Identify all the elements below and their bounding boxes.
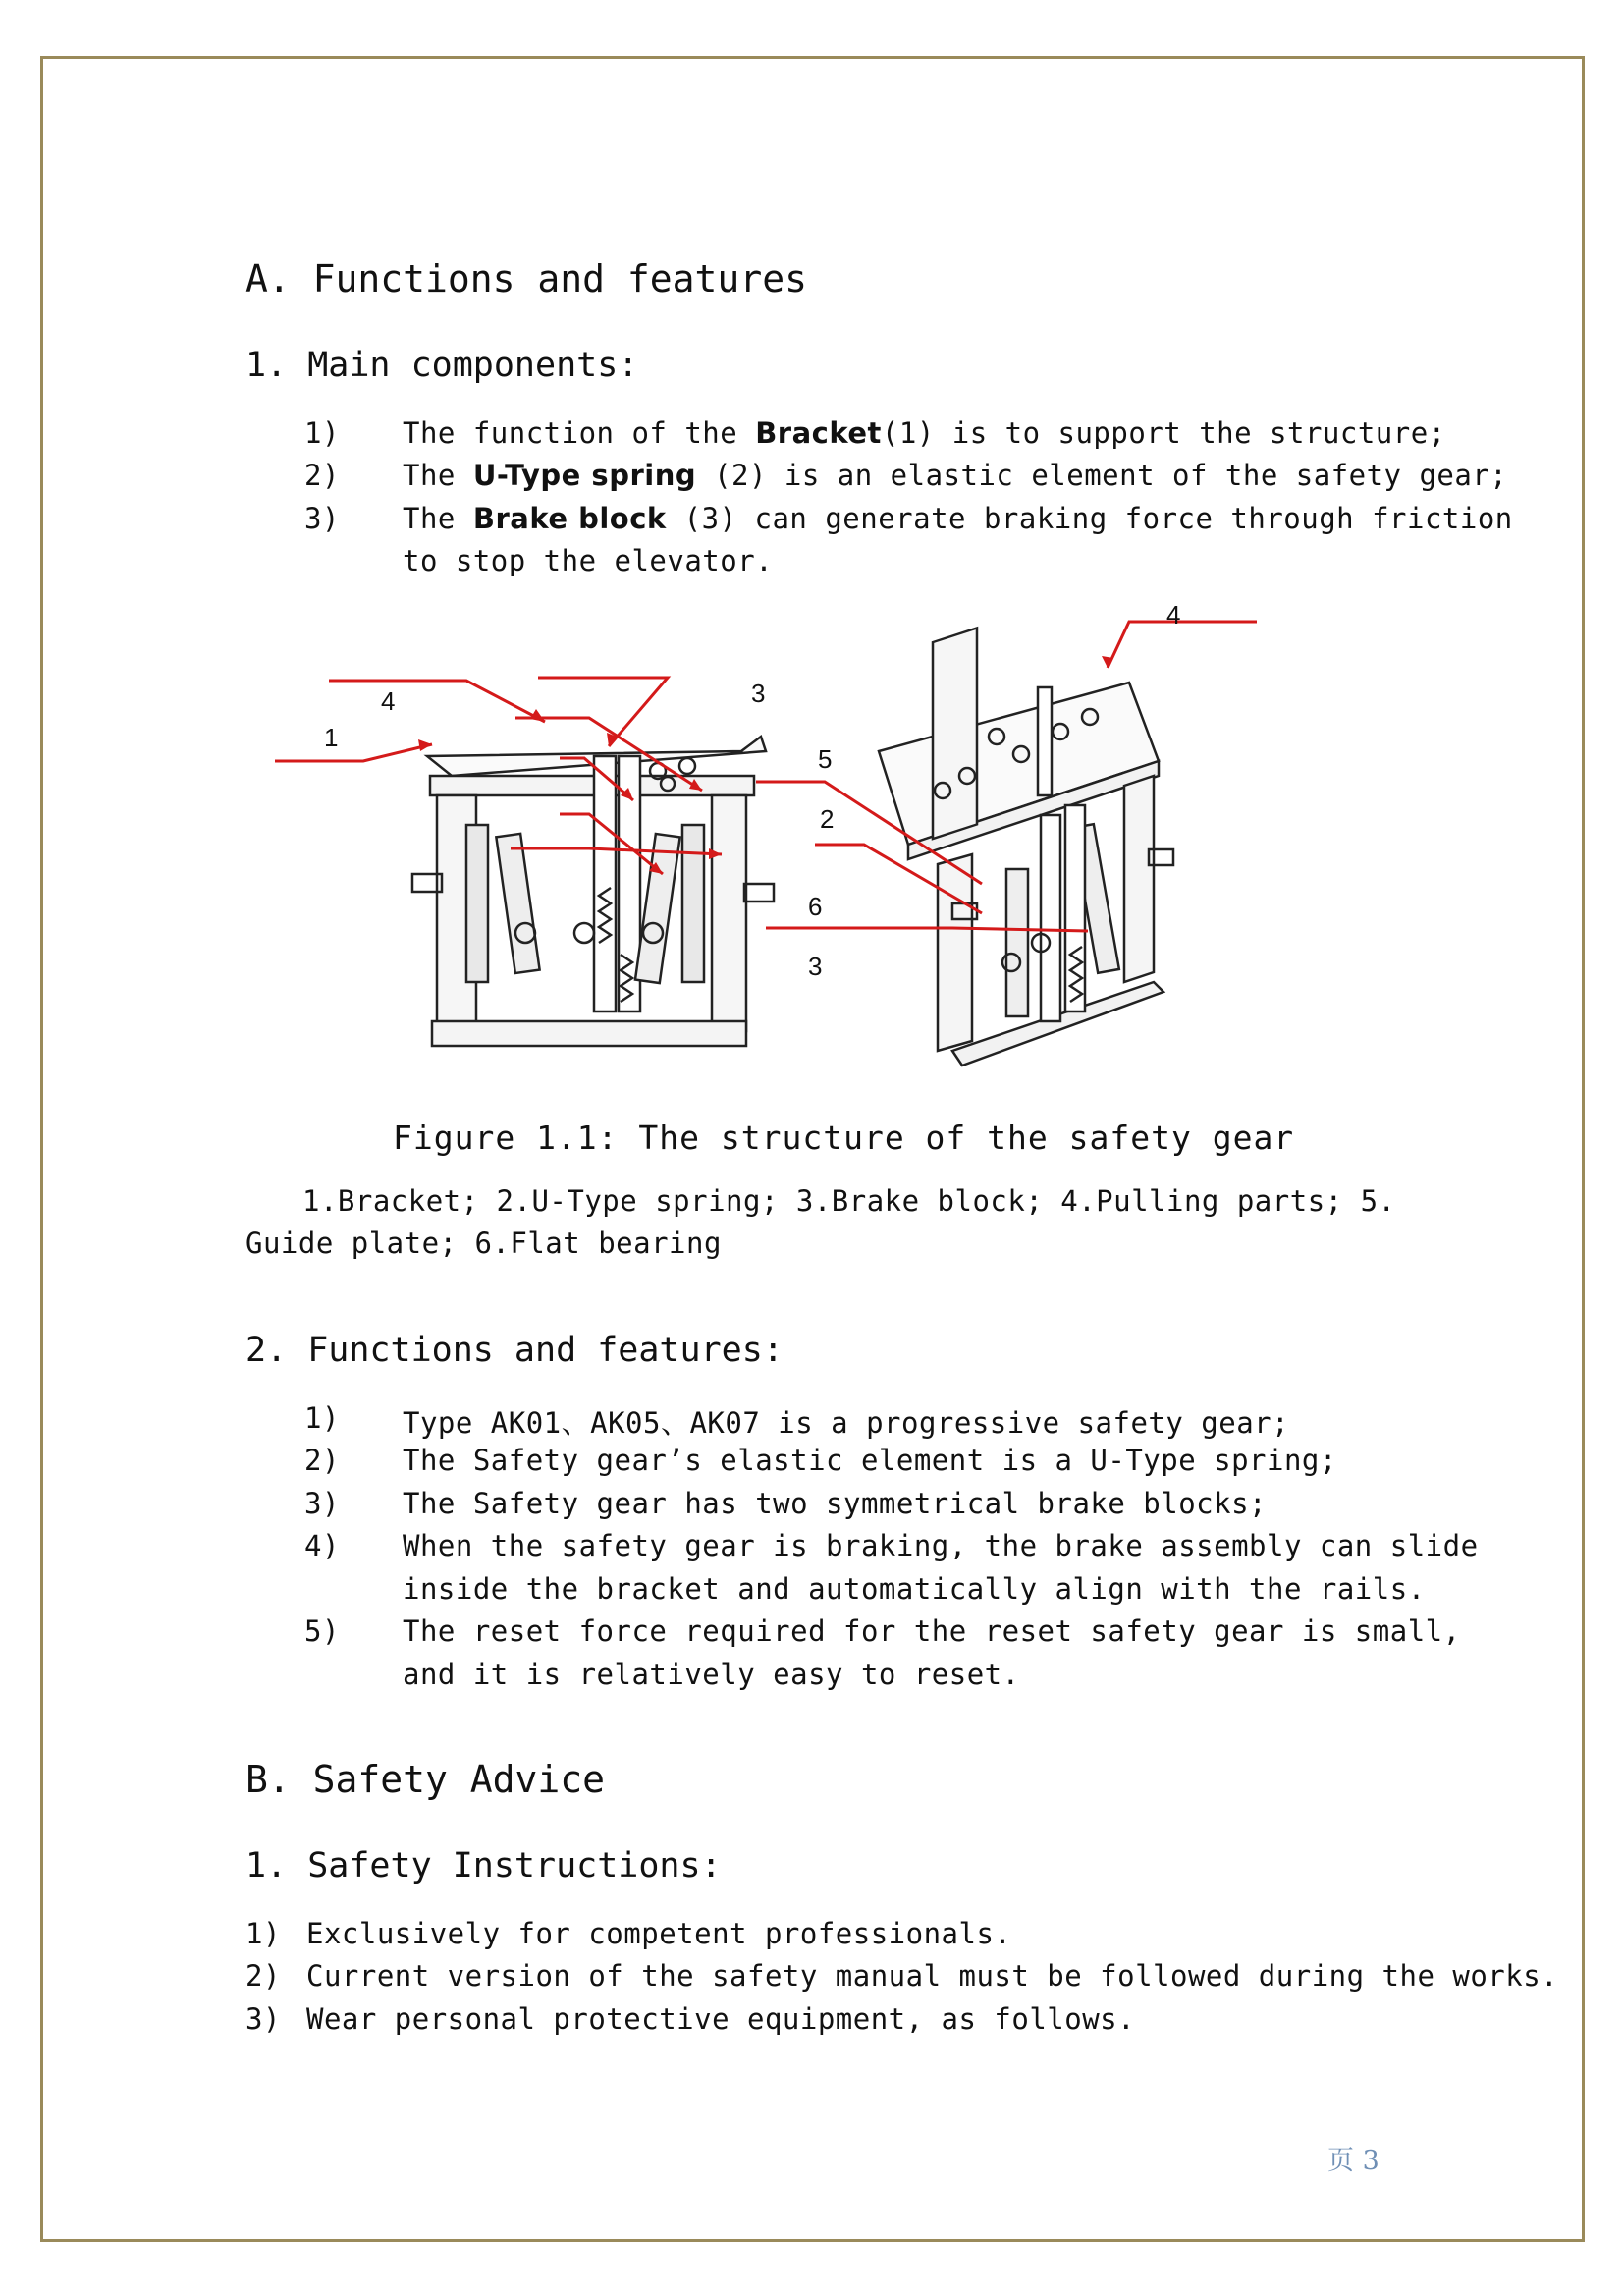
callout-label: 5: [818, 744, 833, 774]
list-item: The function of the Bracket(1) is to support the structure;: [403, 416, 1446, 450]
callout-label: 2: [820, 804, 835, 834]
list-item: The reset force required for the reset safety gear is small,: [403, 1614, 1461, 1648]
figure-legend-line2: Guide plate; 6.Flat bearing: [245, 1227, 722, 1260]
list-item: The U-Type spring (2) is an elastic element of the safety gear;: [403, 459, 1508, 492]
list-item: When the safety gear is braking, the brake assembly can slide: [403, 1529, 1479, 1562]
list-number: 4): [304, 1529, 340, 1562]
callout-label: 4: [1166, 600, 1181, 629]
list-item: Exclusively for competent professionals.: [306, 1917, 1012, 1950]
safety-instructions-heading: 1. Safety Instructions:: [245, 1846, 722, 1886]
callout-label: 6: [808, 892, 823, 921]
list-number: 5): [304, 1614, 340, 1648]
functions-features-heading: 2. Functions and features:: [245, 1331, 784, 1370]
callout-label: 4: [381, 686, 396, 716]
list-item: Type AK01、AK05、AK07 is a progressive safety gear;: [403, 1406, 1290, 1440]
safety-gear-figure: [265, 589, 1276, 1070]
list-number: 2): [245, 1959, 281, 1993]
list-item-continuation: to stop the elevator.: [403, 544, 774, 577]
callout-label: 1: [324, 723, 339, 752]
figure-legend-line1: 1.Bracket; 2.U-Type spring; 3.Brake block; 4.Pulling parts; 5.: [302, 1184, 1396, 1218]
figure-caption: Figure 1.1: The structure of the safety gear: [393, 1119, 1295, 1157]
list-number: 3): [245, 2002, 281, 2036]
list-number: 2): [304, 459, 340, 492]
section-b-heading: B. Safety Advice: [245, 1758, 606, 1801]
section-a-heading: A. Functions and features: [245, 257, 807, 301]
list-number: 3): [304, 502, 340, 535]
list-number: 1): [245, 1917, 281, 1950]
list-number: 2): [304, 1444, 340, 1477]
list-number: 1): [304, 1401, 340, 1435]
main-components-heading: 1. Main components:: [245, 346, 639, 385]
list-item: Wear personal protective equipment, as follows.: [306, 2002, 1136, 2036]
list-number: 3): [304, 1487, 340, 1520]
callout-label: 3: [808, 952, 823, 981]
page-number: 页 3: [1327, 2146, 1380, 2176]
callout-label: 3: [751, 679, 766, 708]
list-item: Current version of the safety manual must be followed during the works.: [306, 1959, 1559, 1993]
list-item: The Safety gear has two symmetrical brake blocks;: [403, 1487, 1268, 1520]
list-number: 1): [304, 416, 340, 450]
list-item: The Brake block (3) can generate braking force through friction: [403, 502, 1513, 535]
list-item: The Safety gear’s elastic element is a U-Type spring;: [403, 1444, 1337, 1477]
list-item-continuation: inside the bracket and automatically align with the rails.: [403, 1572, 1426, 1606]
list-item-continuation: and it is relatively easy to reset.: [403, 1658, 1020, 1691]
